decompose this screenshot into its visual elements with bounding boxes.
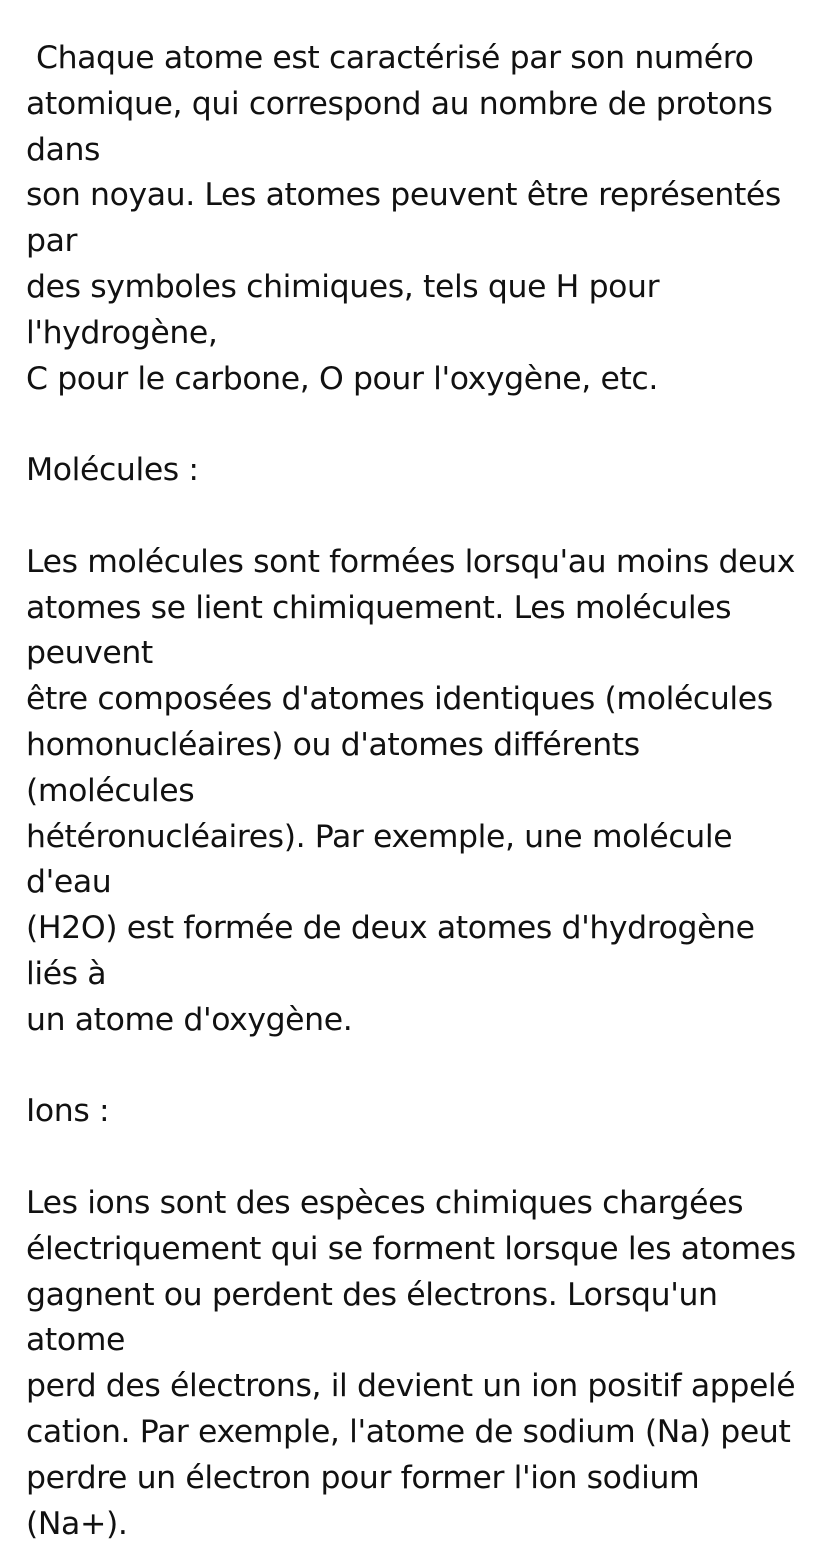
intro-paragraph: Chaque atome est caractérisé par son numéro atomique, qui correspond au nombre de protons dans son noyau. Les atomes peuvent être représentés par des symboles chimiques, tels que H pour l'hydrogène, C pour le carbone, O pour l'oxygène, etc.: [26, 40, 781, 397]
molecules-paragraph: Les molécules sont formées lorsqu'au moins deux atomes se lient chimiquement. Les molécules peuvent être composées d'atomes identiques (molécules homonucléaires) ou d'atomes différents (molécules hétéronucléaires). Par exemple, une molécule d'eau (H2O) est formée de deux atomes d'hydrogène liés à un atome d'oxygène.: [26, 543, 795, 1038]
spacer: [26, 402, 806, 448]
ions-heading: Ions :: [26, 1093, 110, 1130]
spacer: [26, 494, 806, 540]
spacer: [26, 1135, 806, 1181]
molecules-heading: Molécules :: [26, 452, 199, 489]
spacer: [26, 1044, 806, 1090]
ions-paragraph: Les ions sont des espèces chimiques chargées électriquement qui se forment lorsque les atomes gagnent ou perdent des électrons. Lorsqu'un atome perd des électrons, il devient un ion positif appelé cation. Par exemple, l'atome de sodium (Na) peut perdre un électron pour former l'ion sodium (Na+).: [26, 1184, 796, 1542]
document-page: [26, 36, 806, 1547]
